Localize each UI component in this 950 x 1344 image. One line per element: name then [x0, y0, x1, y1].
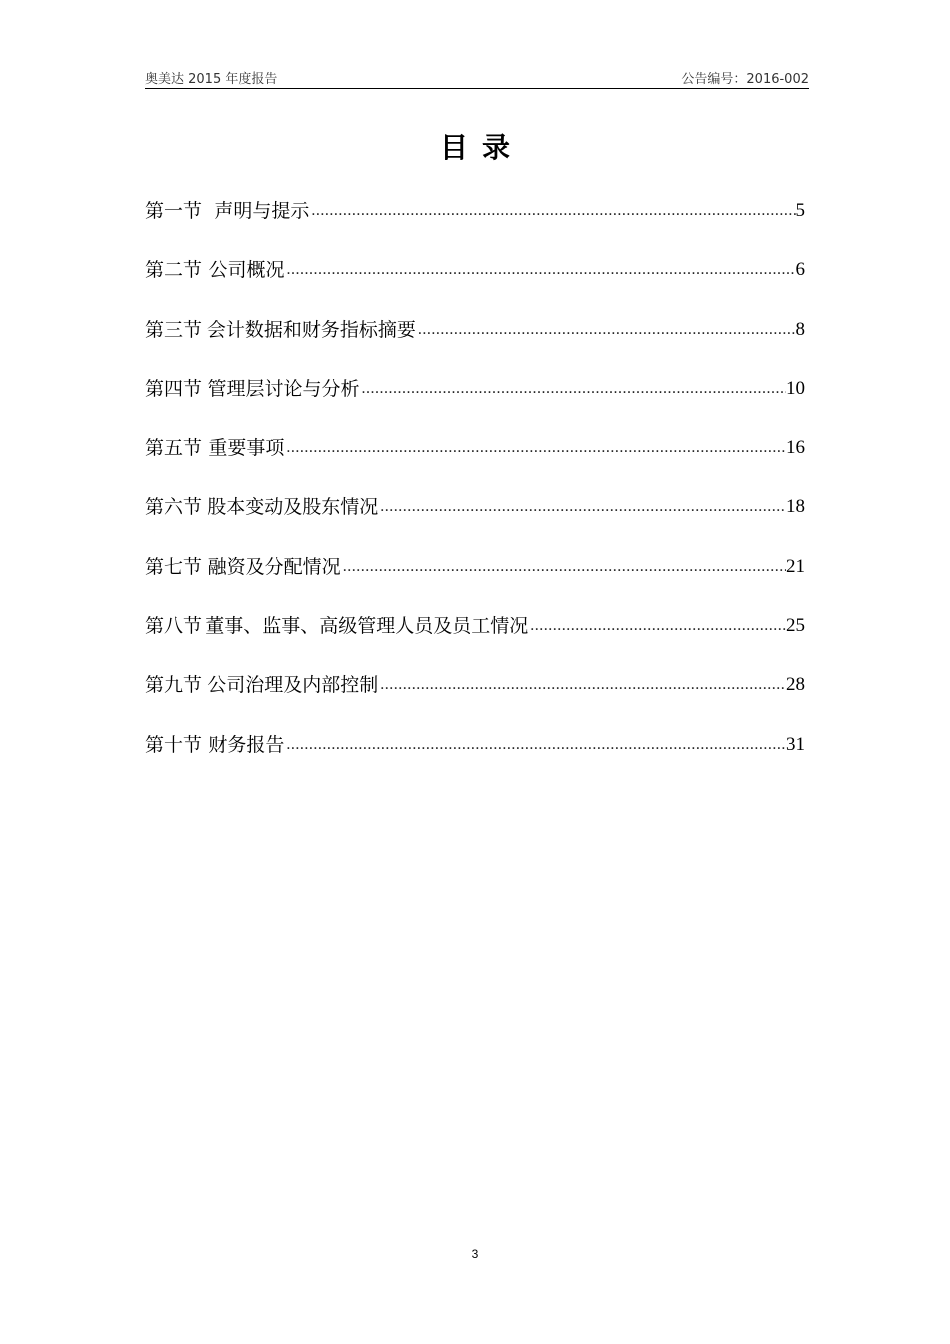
toc-page-number: 6	[795, 259, 805, 281]
announcement-number: 公告编号：2016-002	[681, 72, 809, 87]
toc-page-number: 25	[786, 615, 805, 637]
toc-section-name: 管理层讨论与分析	[207, 377, 360, 400]
toc-section-label: 第七节	[145, 555, 203, 578]
toc-section-label: 第十节	[145, 733, 203, 756]
toc-section-label: 第四节	[145, 377, 203, 400]
toc-section-label: 第一节	[145, 200, 203, 222]
page-number: 3	[471, 1247, 479, 1261]
toc-section-label: 第九节	[145, 674, 203, 697]
toc-entry-2[interactable]	[145, 255, 805, 314]
toc-section-name: 融资及分配情况	[207, 555, 341, 578]
toc-leader-dots	[378, 670, 786, 700]
toc-section-label: 第二节	[145, 259, 203, 282]
toc-page-number: 21	[786, 555, 805, 577]
toc-page-number: 10	[786, 377, 805, 399]
toc-leader-dots	[309, 196, 795, 226]
toc-section-name: 股本变动及股东情况	[207, 496, 379, 519]
toc-section-name: 财务报告	[208, 733, 285, 756]
toc-section-label: 第三节	[145, 318, 203, 341]
toc-page-number: 28	[786, 674, 805, 696]
toc-entry-4[interactable]	[145, 374, 805, 433]
table-of-contents	[145, 196, 805, 789]
toc-section-name: 声明与提示	[214, 200, 310, 222]
toc-leader-dots	[378, 492, 786, 522]
toc-section-name: 董事、监事、高级管理人员及员工情况	[205, 615, 529, 638]
toc-page-number: 18	[786, 496, 805, 518]
toc-entry-7[interactable]	[145, 552, 805, 611]
toc-leader-dots	[359, 374, 786, 404]
toc-leader-dots	[416, 315, 796, 345]
toc-page-number: 5	[795, 200, 805, 221]
report-name: 奥美达 2015 年度报告	[145, 72, 278, 87]
toc-page-number: 31	[786, 733, 805, 755]
toc-section-label: 第六节	[145, 496, 203, 519]
toc-section-name: 会计数据和财务指标摘要	[206, 318, 416, 341]
toc-page-number: 16	[786, 437, 805, 459]
toc-leader-dots	[285, 255, 796, 285]
toc-section-label: 第五节	[145, 437, 203, 460]
toc-leader-dots	[341, 552, 786, 582]
toc-title: 目录	[439, 131, 524, 164]
toc-entry-6[interactable]	[145, 492, 805, 551]
toc-entry-8[interactable]	[145, 611, 805, 670]
toc-section-label: 第八节	[145, 615, 203, 638]
page-header	[145, 66, 809, 89]
toc-entry-3[interactable]	[145, 315, 805, 374]
toc-section-name: 重要事项	[208, 437, 285, 460]
toc-entry-10[interactable]	[145, 730, 805, 789]
toc-entry-9[interactable]	[145, 670, 805, 729]
toc-entry-1[interactable]	[145, 196, 805, 255]
toc-section-name: 公司概况	[208, 259, 285, 282]
toc-leader-dots	[284, 730, 786, 760]
toc-page-number: 8	[795, 318, 805, 340]
toc-section-name: 公司治理及内部控制	[207, 674, 379, 697]
toc-leader-dots	[284, 433, 786, 463]
toc-entry-5[interactable]	[145, 433, 805, 492]
toc-leader-dots	[528, 611, 786, 641]
